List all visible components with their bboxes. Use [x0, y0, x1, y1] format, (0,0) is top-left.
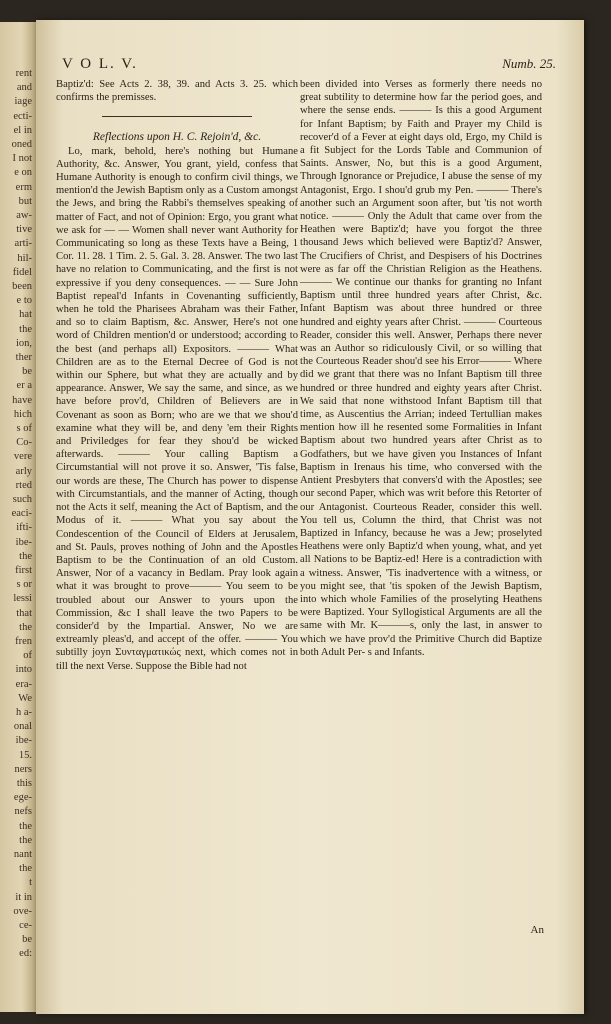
- facing-page-fragment: hil-: [17, 252, 32, 264]
- facing-page-fragment: er a: [16, 380, 32, 392]
- volume-label: V O L. V.: [62, 56, 138, 72]
- facing-page-fragment: iage: [14, 96, 32, 108]
- facing-page-fragment: eaci-: [11, 508, 32, 520]
- facing-page-fragment: s of: [16, 423, 32, 434]
- page-header: [62, 56, 556, 76]
- facing-page-fragment: 15.: [18, 749, 32, 761]
- facing-page-fragment: ibe-: [15, 735, 32, 747]
- section-title: Reflections upon H. C. Rejoin'd, &c.: [92, 131, 262, 144]
- facing-page-fragment: aw-: [16, 210, 32, 221]
- facing-page-fragment: it in: [15, 891, 32, 903]
- facing-page-fragment: first: [15, 565, 32, 576]
- right-column: [300, 78, 542, 659]
- facing-page-fragment: ther: [15, 352, 32, 363]
- facing-page-fragment: e on: [14, 167, 32, 179]
- intro-text: Baptiz'd: See Acts 2. 38, 39. and Acts 3. 25. which confirms the premisses.: [56, 79, 298, 104]
- facing-page-fragment: been: [12, 281, 32, 292]
- facing-page-fragment: e to: [16, 295, 32, 307]
- facing-page-fragment: hich: [13, 408, 32, 420]
- facing-page-fragment: the: [19, 323, 32, 335]
- facing-page-fragment: and: [16, 82, 32, 94]
- facing-page-fragment: of: [23, 650, 32, 662]
- facing-page-fragment: such: [12, 494, 32, 505]
- facing-page-fragment: ed:: [19, 948, 32, 960]
- facing-page-fragment: the: [19, 621, 32, 633]
- facing-page-fragment: t: [29, 877, 32, 889]
- facing-page-fragment: ifti-: [16, 522, 32, 534]
- facing-page-fragment: fidel: [12, 266, 32, 278]
- facing-page-fragment: oned: [11, 139, 32, 150]
- facing-page-fragment: arly: [15, 465, 32, 477]
- facing-page-fragment: be: [22, 366, 32, 378]
- facing-page-fragment: nant: [13, 849, 32, 860]
- facing-page-fragment: ove-: [13, 905, 32, 917]
- facing-page-fragment: We: [18, 692, 32, 704]
- facing-page-fragment: Co-: [16, 437, 32, 449]
- facing-page-fragment: lessi: [13, 593, 32, 605]
- facing-page-fragment: vere: [13, 451, 32, 463]
- right-column-body: been divided into Verses as formerly there needs no great subtility to determine how far the period goes, and where the sense ends. ——— Is this a good Argument for Infant Baptism; by Faith and Prayer my Child is recover'd of a Fever at eight days old, Ergo, my Child is a fit Subject for the Lords Table and Communion of Saints. Answer, No, but this is a good Argument, Through Ignorance or Prejudice, I abuse the sense of my Antagonist, Ergo. I shou'd grub my Pen. ——— There's another such an Argument soon after, but 'tis not worth notice. ——— Only the Adult that came over from the Heathen were Baptiz'd; have you forgot the three thousand Jews which believed were Baptiz'd? Answer, The Crucifiers of Christ, and Despisers of his Doctrines were as far off the Christian Religion as the Heathens. ——— We continue our thanks for granting no Infant Baptism until three hundred years after Christ, &c. Infant Baptism was about three hundred or three hundred and eighty years after Christ. ——— Courteous Reader, consider this well. Answer, Perhaps there never was an Author so ridiculously Civil, or so willing that the Courteous Reader shou'd see his Error——— Where did we grant that there was no Infant Baptism till three hundred or three hundred and eighty years after Christ. We said that none withstood Infant Baptism till that time, as Auscentius the Arrian; indeed Tertullian makes mention how ill he resented some Formalities in Infant Baptism about two hundred years after Christ as to Godfathers, but we have given you Instances of Infant Baptism in Irenaus his time, who conversed with the Antient Presbyters that convers'd with the Apostles; see our second Paper, which was writ before this Retorter of our Antagonist. Courteous Reader, consider this well. You tell us, Column the third, that Christ was not Baptized in Infancy, because he was a Jew; proselyted Heathens were only Baptiz'd when young, what, and yet all Nations to be Baptiz-ed! Here is a contradiction with a witness. Answer, 'Tis inadvertence with a witness, or you might see, that 'tis spoken of the Jewish Baptism, into which whole Families of the proselyting Heathens were Baptized. Your Syllogistical Arguments are all the same with Mr. K———s, only the last, in answer to which we have prov'd the Primitive Church did Baptize both Adult Per- s and Infants.: [300, 79, 542, 658]
- facing-page-fragment: onal: [13, 721, 32, 733]
- catchword: An: [530, 924, 544, 936]
- facing-page-fragment: ners: [14, 763, 32, 775]
- facing-page-fragment: arti-: [14, 238, 32, 250]
- facing-page-fragment: this: [16, 778, 32, 789]
- facing-page-fragment: the: [19, 863, 32, 875]
- facing-page-fragment: h a-: [15, 707, 32, 718]
- facing-page-fragment: fren: [15, 636, 32, 647]
- facing-page-fragment: I not: [12, 153, 32, 165]
- facing-page-fragment: nefs: [14, 806, 32, 818]
- facing-page-fragment: have: [12, 394, 32, 406]
- facing-page-fragment: era-: [15, 678, 32, 690]
- facing-page-fragment: the: [19, 820, 32, 832]
- facing-page-fragment: into: [15, 664, 32, 676]
- facing-page-fragment: that: [16, 607, 32, 619]
- divider: [102, 116, 252, 117]
- facing-page-fragment: tive: [16, 224, 32, 236]
- facing-page-fragment: ege-: [13, 792, 32, 804]
- facing-page-fragment: the: [19, 550, 32, 562]
- facing-page-fragment: rent: [15, 68, 32, 79]
- facing-page-fragment: erm: [15, 181, 32, 193]
- facing-page-fragment: el in: [13, 124, 32, 136]
- facing-page-fragment: hat: [19, 309, 32, 321]
- facing-page-fragment: ion,: [15, 337, 32, 349]
- facing-page-fragment: but: [18, 195, 32, 207]
- number-label: Numb. 25.: [502, 56, 556, 71]
- facing-page-fragment: ibe-: [15, 536, 32, 548]
- page: [36, 20, 584, 1014]
- facing-page-fragment: be: [22, 934, 32, 946]
- facing-page-fragment: ce-: [19, 920, 32, 931]
- facing-page-edge: [0, 22, 36, 1012]
- left-column-body: Lo, mark, behold, here's nothing but Humane Authority, &c. Answer, You grant, yield, confess that Humane Authority is enough to confirm civil things, we mention'd the Jewish Baptism only as a Custom amongst the Jews, and bring the Rabbi's themselves speaking of matter of Fact, and not of Opinion: Ergo, you grant what we ask for — — Women shall never want Authority for Communicating so long as these Texts have a Being, 1 Cor. 11. 28. 1 Tim. 2. 5. Gal. 3. 28. Answer. The two last have no relation to Communicating, and the first is not expressive if you deny consequences. — — Sure John Baptist repeal'd Infants in Covenanting sufficiently, when he told the Pharisees Abraham was their Father, and so to claim Baptism, &c. Answer, Here's not one word of Children mention'd or understood; according to the best (and perhaps all) Expositors. ——— What Children are as to the Eternal Decree of God is not within our Sphere, but what they are actually and by appearance. Answer, We say the same, and since, as we have before prov'd, Children of Believers are in Covenant as soon as Born; who are we that we shou'd examine what they will be, and deny 'em their Rights and Priviledges for fear they shou'd be wicked afterwards. ——— Your calling Baptism a Circumstantial will not prove it so. Answer, 'Tis false, our words are these, The Church has power to dispense with Circumstantials, and the manner of Acting, though not the Acts it self, meaning the Act of Baptism, and the Modus of it. ——— What you say about the Condescention of the Council of Elders at Jerusalem, and St. Pauls, proves nothing of John and the Apostles Baptism to be the Continuation of an old Custom. Answer, Nor of a vacancy in Bedlam. Pray look again what it was brought to prove——— You seem to be troubled about our Answer to yours upon the Commission, &c I shall leave the two Papers to be consider'd by the Impartial. Answer, No we are extreamly pleas'd, and accept of the offer. ——— You subtilly joyn Συνταγματικώς next, which comes not in till the next Verse. Suppose the Bible had not: [56, 145, 298, 672]
- left-column: [56, 78, 298, 673]
- facing-page-fragment: ecti-: [13, 110, 32, 122]
- facing-page-fragment: s or: [16, 579, 32, 591]
- facing-page-fragment: rted: [15, 479, 32, 491]
- facing-page-fragment: the: [19, 834, 32, 846]
